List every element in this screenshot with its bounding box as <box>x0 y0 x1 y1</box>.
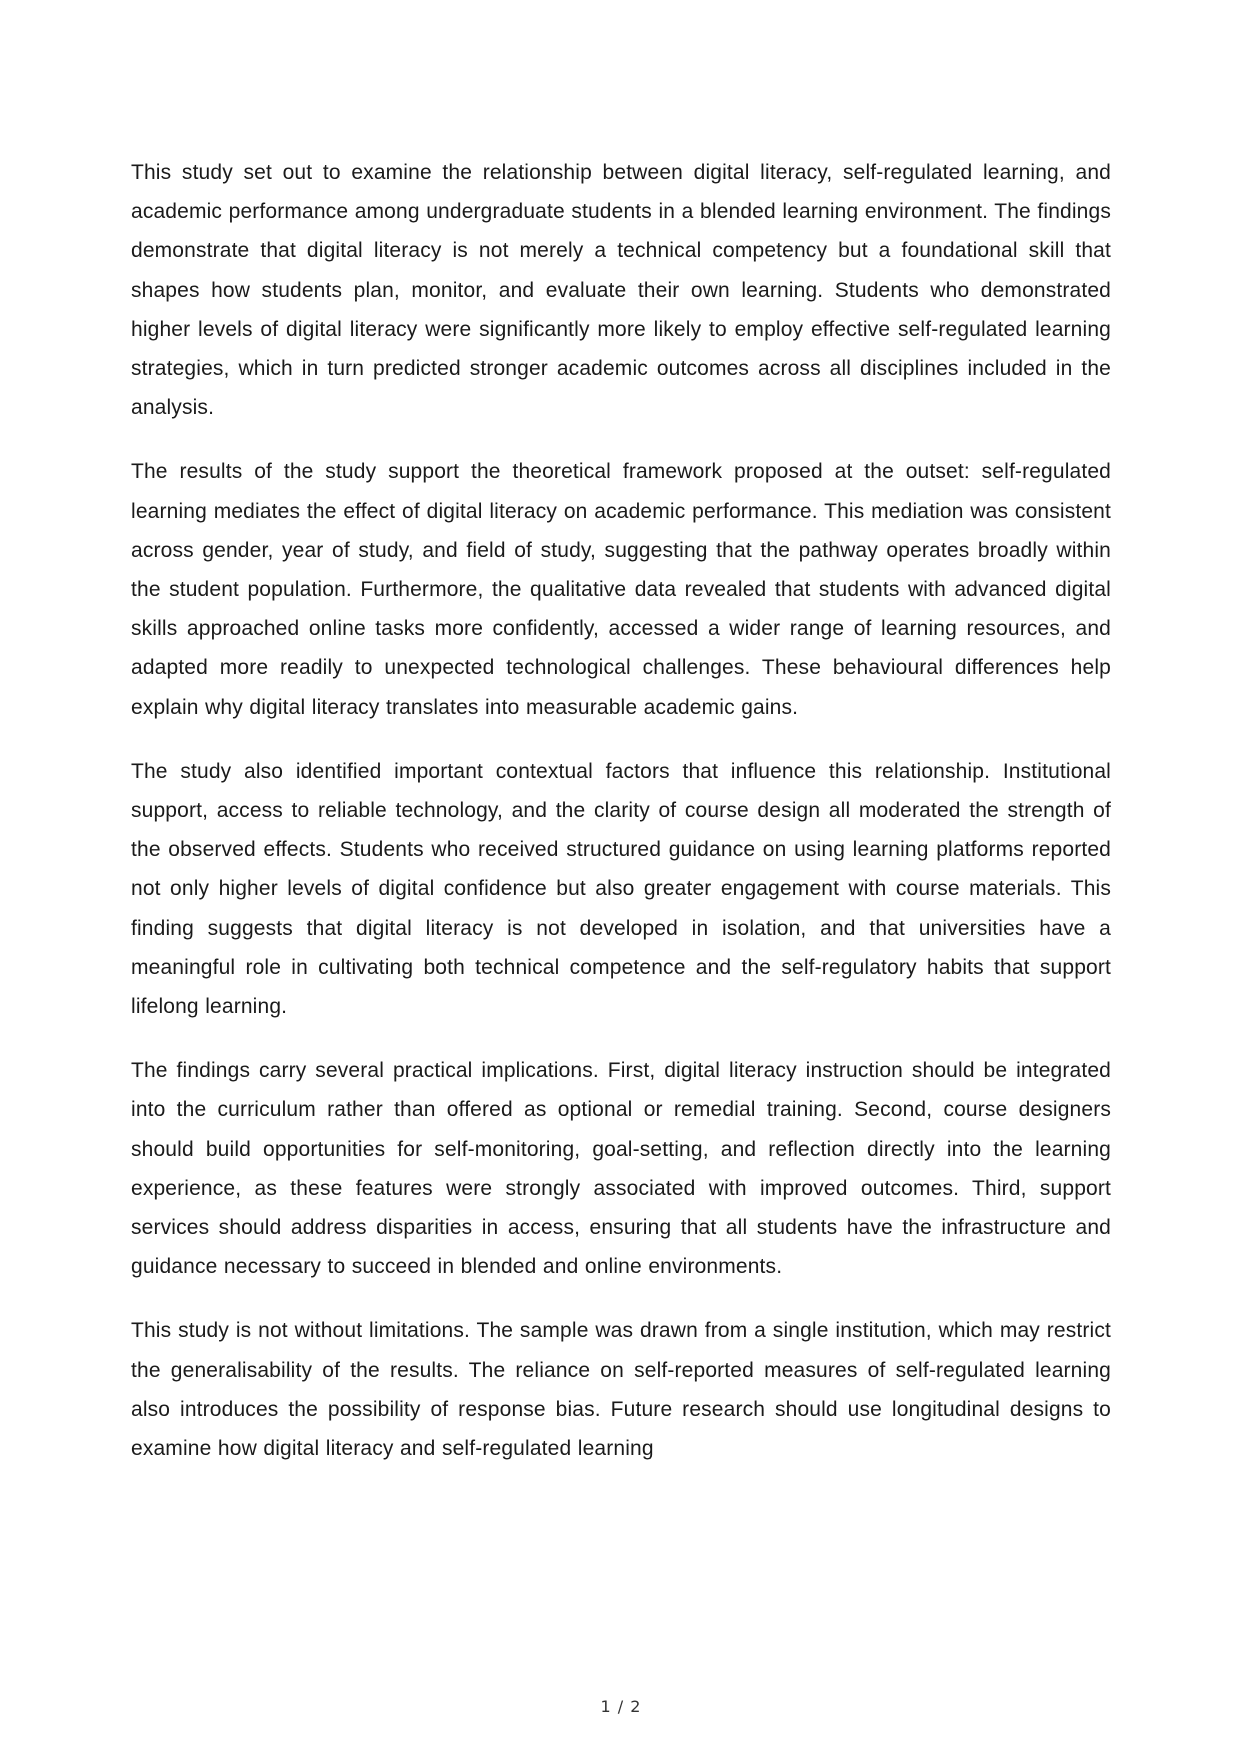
paragraph-2: The results of the study support the theoretical framework proposed at the outset: self-regulated learning mediates the effect of digital literacy on academic performance. This mediation was consistent across gender, year of study, and field of study, suggesting that the pathway operates broadly within the student population. Furthermore, the qualitative data revealed that students with advanced digital skills approached online tasks more confidently, accessed a wider range of learning resources, and adapted more readily to unexpected technological challenges. These behavioural differences help explain why digital literacy translates into measurable academic gains. <box>131 460 1111 719</box>
paragraph-4: The findings carry several practical implications. First, digital literacy instruction should be integrated into the curriculum rather than offered as optional or remedial training. Second, course designers should build opportunities for self-monitoring, goal-setting, and reflection directly into the learning experience, as these features were strongly associated with improved outcomes. Third, support services should address disparities in access, ensuring that all students have the infrastructure and guidance necessary to succeed in blended and online environments. <box>131 1059 1111 1279</box>
document-body <box>131 153 1111 1493</box>
page-number: 1 / 2 <box>600 1697 642 1716</box>
paragraph-5: This study is not without limitations. The sample was drawn from a single institution, which may restrict the generalisability of the results. The reliance on self-reported measures of self-regulated learning also introduces the possibility of response bias. Future research should use longitudinal designs to examine how digital literacy and self-regulated learning <box>131 1319 1111 1461</box>
paragraph-1: This study set out to examine the relationship between digital literacy, self-regulated learning, and academic performance among undergraduate students in a blended learning environment. The findings demonstrate that digital literacy is not merely a technical competency but a foundational skill that shapes how students plan, monitor, and evaluate their own learning. Students who demonstrated higher levels of digital literacy were significantly more likely to employ effective self-regulated learning strategies, which in turn predicted stronger academic outcomes across all disciplines included in the analysis. <box>131 161 1111 420</box>
paragraph-3: The study also identified important contextual factors that influence this relationship. Institutional support, access to reliable technology, and the clarity of course design all moderated the strength of the observed effects. Students who received structured guidance on using learning platforms reported not only higher levels of digital confidence but also greater engagement with course materials. This finding suggests that digital literacy is not developed in isolation, and that universities have a meaningful role in cultivating both technical competence and the self-regulatory habits that support lifelong learning. <box>131 759 1111 1019</box>
